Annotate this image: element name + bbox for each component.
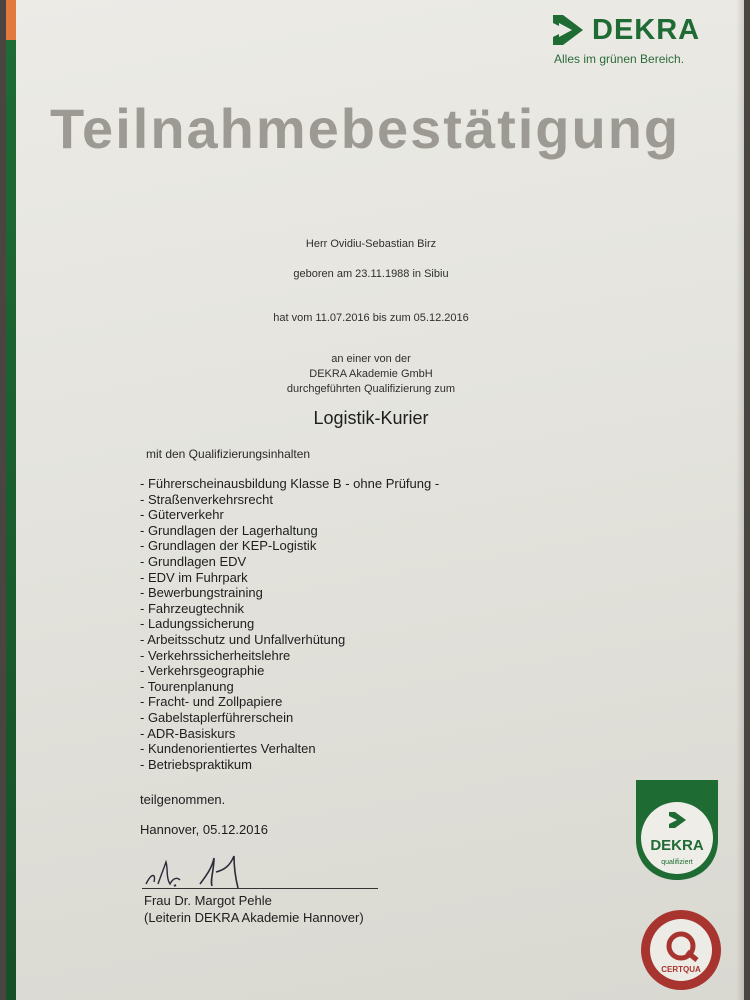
- list-item: - Güterverkehr: [140, 507, 224, 523]
- list-item: - Grundlagen der Lagerhaltung: [140, 522, 318, 538]
- dekra-logo: [546, 8, 716, 70]
- list-item: - Tourenplanung: [140, 678, 234, 694]
- dekra-qualified-seal: [634, 778, 720, 882]
- seal-sub-text: qualifiziert: [661, 859, 693, 866]
- list-item: - EDV im Fuhrpark: [140, 569, 248, 585]
- org-line: DEKRA Akademie GmbH: [309, 368, 433, 380]
- list-item: - Ladungssicherung: [140, 616, 255, 632]
- closing-text: teilgenommen.: [140, 792, 226, 807]
- signature-line: [142, 888, 378, 889]
- period-line: hat vom 11.07.2016 bis zum 05.12.2016: [273, 312, 469, 324]
- list-item: - Fracht- und Zollpapiere: [140, 694, 283, 710]
- content-intro: mit den Qualifizierungsinhalten: [146, 447, 311, 461]
- certificate-page: [6, 0, 744, 1000]
- handwritten-signature: [144, 850, 384, 892]
- brand-name: DEKRA: [592, 14, 701, 46]
- list-item: - Verkehrssicherheitslehre: [140, 647, 291, 663]
- org-line: durchgeführten Qualifizierung zum: [286, 383, 456, 395]
- certqua-seal: [639, 908, 723, 992]
- list-item: - Betriebspraktikum: [140, 756, 252, 772]
- list-item: - Bewerbungstraining: [140, 585, 263, 601]
- list-item: - Fahrzeugtechnik: [140, 600, 245, 616]
- content-list: [140, 476, 439, 772]
- dekra-arrow-icon: [550, 12, 586, 48]
- list-item: - Führerscheinausbildung Klasse B - ohne Prüfung -: [140, 476, 440, 491]
- paper-shadow: [736, 0, 744, 1000]
- place-date: Hannover, 05.12.2016: [140, 822, 268, 837]
- signer-role: (Leiterin DEKRA Akademie Hannover): [144, 910, 364, 925]
- list-item: - Arbeitsschutz und Unfallverhütung: [140, 631, 346, 647]
- list-item: - Kundenorientiertes Verhalten: [140, 741, 316, 757]
- participant-line: Herr Ovidiu-Sebastian Birz: [305, 238, 437, 250]
- list-item: - Grundlagen EDV: [140, 553, 247, 569]
- organization-block: [46, 352, 696, 397]
- signer-name: Frau Dr. Margot Pehle: [144, 893, 272, 908]
- qualification-title: Logistik-Kurier: [313, 408, 429, 428]
- orange-edge-stripe: [6, 0, 16, 40]
- seal-brand-text: DEKRA: [650, 837, 704, 854]
- org-line: an einer von der: [331, 353, 411, 365]
- brand-tagline: Alles im grünen Bereich.: [554, 52, 685, 66]
- list-item: - Verkehrsgeographie: [140, 663, 265, 679]
- list-item: - ADR-Basiskurs: [140, 725, 236, 741]
- list-item: - Gabelstaplerführerschein: [140, 709, 294, 725]
- document-title: Teilnahmebestätigung: [50, 97, 681, 160]
- birth-line: geboren am 23.11.1988 in Sibiu: [293, 268, 449, 280]
- list-item: - Grundlagen der KEP-Logistik: [140, 538, 317, 554]
- green-edge-stripe: [6, 40, 16, 1000]
- certqua-text: CERTQUA: [661, 965, 701, 974]
- list-item: - Straßenverkehrsrecht: [140, 491, 273, 507]
